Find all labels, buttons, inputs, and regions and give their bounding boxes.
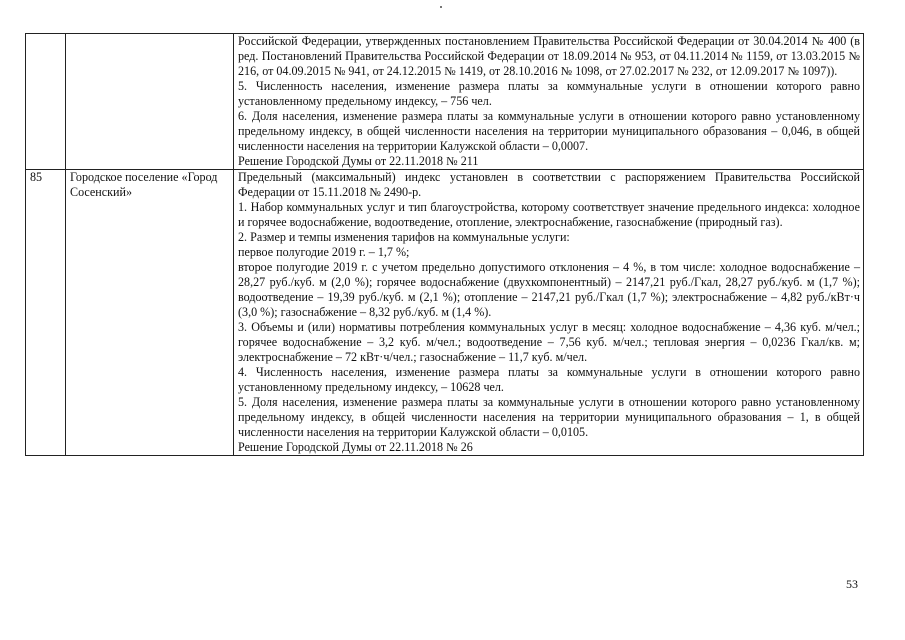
municipality-name-cell: Городское поселение «Город Сосенский» bbox=[66, 170, 234, 456]
paragraph: первое полугодие 2019 г. – 1,7 %; bbox=[238, 245, 410, 259]
table-row bbox=[26, 34, 864, 170]
scan-speck bbox=[440, 6, 442, 8]
paragraph: 2. Размер и темпы изменения тарифов на коммунальные услуги: bbox=[238, 230, 570, 244]
row-number-cell: 85 bbox=[26, 170, 66, 456]
paragraph: 6. Доля населения, изменение размера платы за коммунальные услуги в отношении которого равно установленному предельному индексу, в общей численности населения на территории муниципального образования – 0,046, в общей численности населения на территории Калужской области – 0,0007. bbox=[238, 109, 860, 153]
paragraph: 1. Набор коммунальных услуг и тип благоустройства, которому соответствует значение предельного индекса: холодное и горячее водоснабжение, водоотведение, отопление, электроснабжение, газоснабжение (природный газ). bbox=[238, 200, 860, 229]
paragraph: второе полугодие 2019 г. с учетом предельно допустимого отклонения – 4 %, в том числе: холодное водоснабжение – 28,27 руб./куб. м (2,0 %); горячее водоснабжение (двухкомпонентный) – 2147,21 руб./Гкал, 28,27 руб./куб. м (1,7 %); водоотведение – 19,39 руб./куб. м (2,1 %); отопление – 2147,21 руб./Гкал (1,7 %); электроснабжение – 4,82 руб./кВт·ч (3,0 %); газоснабжение – 8,32 руб./куб. м (1,4 %). bbox=[238, 260, 860, 319]
table-row bbox=[26, 170, 864, 456]
row-number-cell bbox=[26, 34, 66, 170]
decision-reference: Решение Городской Думы от 22.11.2018 № 211 bbox=[238, 154, 479, 168]
tariff-index-table bbox=[25, 33, 864, 456]
municipality-name-cell bbox=[66, 34, 234, 170]
page-number: 53 bbox=[846, 577, 858, 591]
description-cell bbox=[234, 34, 864, 170]
decision-reference: Решение Городской Думы от 22.11.2018 № 26 bbox=[238, 440, 473, 454]
paragraph: 5. Численность населения, изменение размера платы за коммунальные услуги в отношении которого равно установленному предельному индексу, – 756 чел. bbox=[238, 79, 860, 108]
paragraph: 3. Объемы и (или) нормативы потребления коммунальных услуг в месяц: холодное водоснабжение – 4,36 куб. м/чел.; горячее водоснабжение – 3,2 куб. м/чел.; водоотведение – 7,56 куб. м/чел.; тепловая энергия – 0,0236 Гкал/кв. м; электроснабжение – 72 кВт·ч/чел.; газоснабжение – 11,7 куб. м/чел. bbox=[238, 320, 860, 364]
paragraph: 4. Численность населения, изменение размера платы за коммунальные услуги в отношении которого равно установленному предельному индексу, – 10628 чел. bbox=[238, 365, 860, 394]
paragraph: 5. Доля населения, изменение размера платы за коммунальные услуги в отношении которого равно установленному предельному индексу, в общей численности населения на территории муниципального образования – 1, в общей численности населения на территории Калужской области – 0,0105. bbox=[238, 395, 860, 439]
paragraph: Предельный (максимальный) индекс установлен в соответствии с распоряжением Правительства Российской Федерации от 15.11.2018 № 2490-р. bbox=[238, 170, 860, 199]
paragraph: Российской Федерации, утвержденных постановлением Правительства Российской Федерации от 30.04.2014 № 400 (в ред. Постановлений Правительства Российской Федерации от 18.09.2014 № 953, от 04.11.2014 № 1159, от 13.03.2015 № 216, от 04.09.2015 № 941, от 24.12.2015 № 1419, от 28.10.2016 № 1098, от 27.02.2017 № 232, от 12.09.2017 № 1097)). bbox=[238, 34, 860, 78]
description-cell bbox=[234, 170, 864, 456]
